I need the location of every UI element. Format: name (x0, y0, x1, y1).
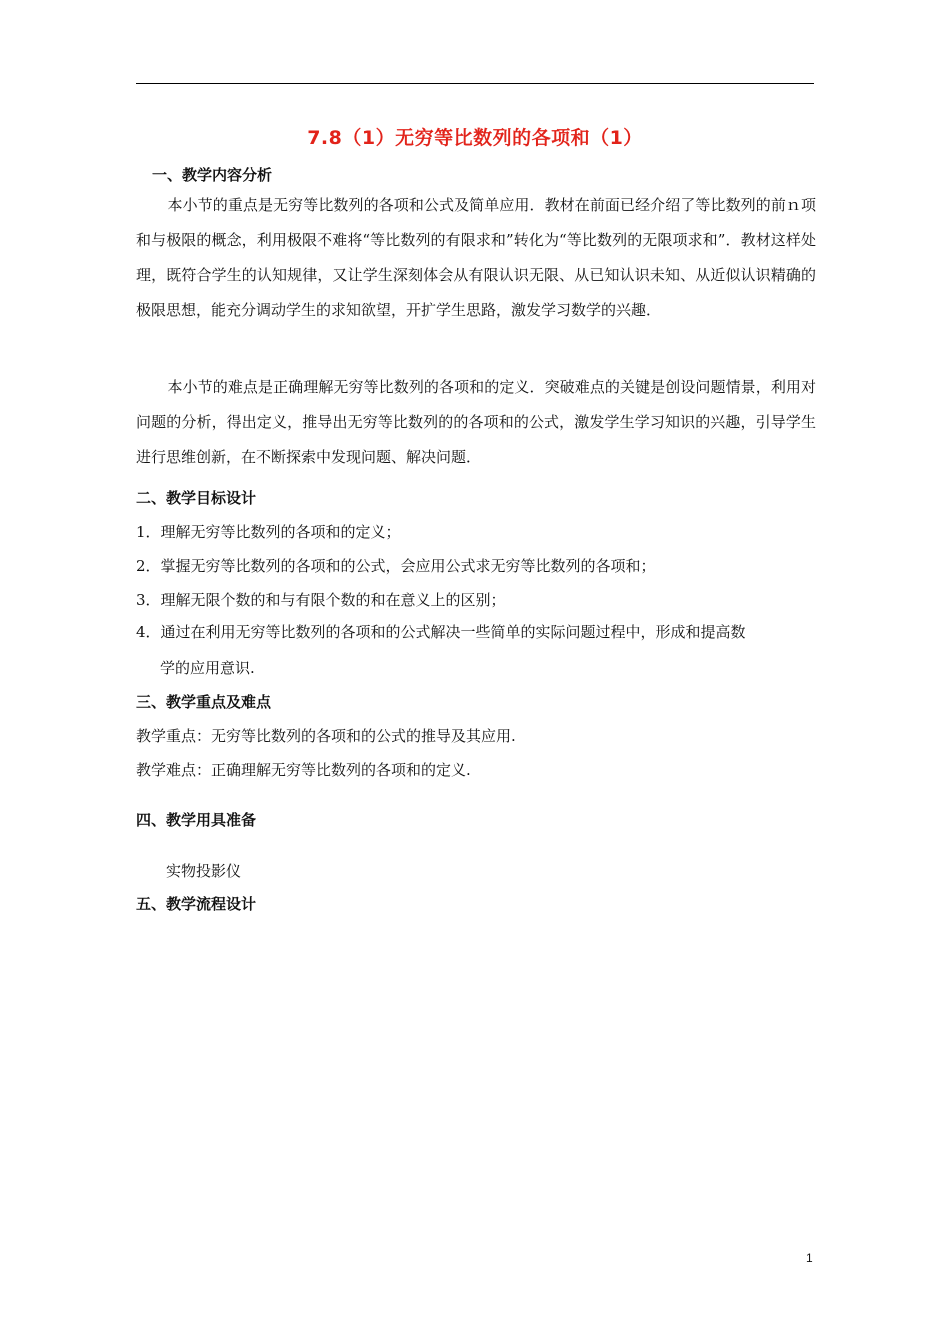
section-heading-process: 五、教学流程设计 (136, 895, 257, 913)
header-rule (136, 83, 814, 84)
page-number: 1 (806, 1251, 813, 1265)
tools-text: 实物投影仪 (166, 862, 242, 880)
section-heading-key-difficulty: 三、教学重点及难点 (136, 693, 272, 711)
section-heading-tools: 四、教学用具准备 (136, 811, 257, 829)
key-point-text: 教学重点：无穷等比数列的各项和的公式的推导及其应用. (136, 727, 516, 745)
objective-item-3: 3．理解无限个数的和与有限个数的和在意义上的区别； (136, 591, 506, 609)
section-heading-content-analysis: 一、教学内容分析 (152, 166, 273, 184)
document-title: 7.8（1）无穷等比数列的各项和（1） (307, 127, 643, 149)
objective-item-4: 4．通过在利用无穷等比数列的各项和的公式解决一些简单的实际问题过程中，形成和提高数 (136, 623, 746, 641)
objective-item-1: 1．理解无穷等比数列的各项和的定义； (136, 523, 401, 541)
objective-item-4-continuation: 学的应用意识. (160, 659, 255, 677)
paragraph-key-points: 本小节的重点是无穷等比数列的各项和公式及简单应用．教材在前面已经介绍了等比数列的前ｎ项和与极限的概念，利用极限不难将“等比数列的有限求和”转化为“等比数列的无限项求和”．教材这样处理，既符合学生的认知规律，又让学生深刻体会从有限认识无限、从已知认识未知、从近似认识精确的极限思想，能充分调动学生的求知欲望，开扩学生思路，激发学习数学的兴趣． (136, 196, 816, 319)
difficulty-text: 教学难点：正确理解无穷等比数列的各项和的定义. (136, 761, 471, 779)
section-heading-objectives: 二、教学目标设计 (136, 489, 257, 507)
paragraph-difficulties: 本小节的难点是正确理解无穷等比数列的各项和的定义．突破难点的关键是创设问题情景，利用对问题的分析，得出定义，推导出无穷等比数列的的各项和的公式，激发学生学习知识的兴趣，引导学生进行思维创新，在不断探索中发现问题、解决问题． (136, 378, 816, 466)
objective-item-2: 2．掌握无穷等比数列的各项和的公式，会应用公式求无穷等比数列的各项和； (136, 557, 656, 575)
